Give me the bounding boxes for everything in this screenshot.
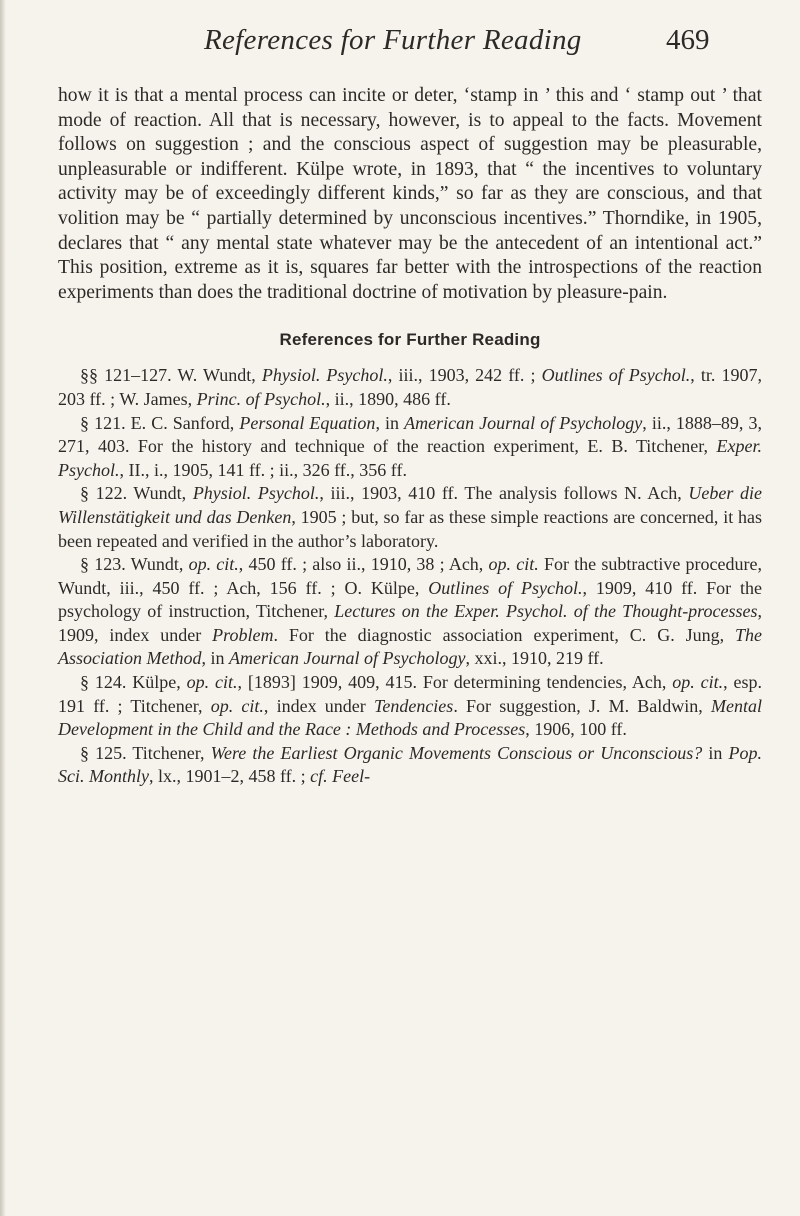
reference-text-run: § 121. E. C. Sanford, xyxy=(80,412,240,433)
reference-title-run: Outlines of Psychol. xyxy=(541,365,691,386)
reference-title-run: The Association Method xyxy=(58,624,762,669)
reference-text-run: , 450 ff. ; also ii., 1910, 38 ; Ach, xyxy=(238,554,489,575)
references-heading: References for Further Reading xyxy=(279,330,541,350)
reference-text-run: § 124. Külpe, xyxy=(80,672,187,693)
reference-title-run: op. cit. xyxy=(188,554,239,575)
reference-entry xyxy=(58,482,762,553)
page-edge xyxy=(0,0,6,1216)
reference-text-run: in xyxy=(702,742,729,763)
reference-title-run: Problem xyxy=(212,624,274,645)
reference-title-run: op. cit. xyxy=(672,672,724,693)
reference-text-run: , xxi., 1910, 219 ff. xyxy=(465,648,604,669)
reference-title-run: Tendencies xyxy=(373,695,454,716)
references-list xyxy=(58,364,762,789)
reference-title-run: Physiol. Psychol. xyxy=(192,483,320,504)
reference-text-run: , II., i., 1905, 141 ff. ; ii., 326 ff., 356 ff. xyxy=(119,459,407,480)
reference-title-run: op. cit. xyxy=(210,695,264,716)
closing-paragraph: how it is that a mental process can incite or deter, ‘stamp in ’ this and ‘ stamp out ’ that mode of reaction. All that is necessary, however, is to appeal to the facts. Movement follows on suggestion ; and the conscious aspect of suggestion may be pleasurable, unpleasurable or indifferent. Külpe wrote, in 1893, that “ the incentives to voluntary activity may be of exceedingly different kinds,” so far as they are conscious, and that volition may be “ partially determined by unconscious incentives.” Thorndike, in 1905, declares that “ any mental state whatever may be the antecedent of an intentional act.” This position, extreme as it is, squares far better with the introspections of the reaction experiments than does the traditional doctrine of motivation by pleasure-pain. xyxy=(58,85,762,303)
reference-title-run: Personal Equation xyxy=(239,412,376,433)
reference-entry xyxy=(58,671,762,742)
reference-text-run: For the subtractive procedure, Wundt, iii., 450 ff. ; Ach, 156 ff. ; O. Külpe, xyxy=(58,554,762,598)
reference-entry xyxy=(58,412,762,483)
reference-entry xyxy=(58,364,762,411)
reference-text-run: , 1905 ; but, so far as these simple reactions are concerned, it has been repeated and verified in the author’s laboratory. xyxy=(58,506,763,551)
reference-title-run: op. cit. xyxy=(186,672,238,693)
reference-text-run: § 122. Wundt, xyxy=(80,483,193,504)
reference-text-run: . For the diagnostic association experiment, C. G. Jung, xyxy=(273,624,735,645)
reference-text-run: , tr. 1907, 203 ff. ; W. James, xyxy=(58,365,762,409)
reference-title-run: Outlines of Psychol. xyxy=(428,577,583,598)
reference-title-run: Pop. Sci. Monthly xyxy=(58,742,763,787)
reference-title-run: Physiol. Psychol. xyxy=(261,365,388,386)
reference-text-run: , lx., 1901–2, 458 ff. ; xyxy=(148,766,311,787)
reference-text-run: , in xyxy=(375,412,405,433)
reference-title-run: Princ. of Psychol. xyxy=(196,388,326,409)
reference-text-run: § 125. Titchener, xyxy=(80,742,211,763)
reference-title-run: American Journal of Psychology xyxy=(229,648,466,669)
reference-entry xyxy=(58,553,762,671)
reference-title-run: Mental Development in the Child and the Race : Methods and Processes xyxy=(58,695,762,740)
reference-title-run: cf. Feel- xyxy=(310,766,371,787)
reference-text-run: , [1893] 1909, 409, 415. For determining tendencies, Ach, xyxy=(237,672,673,693)
reference-text-run: , 1909, index under xyxy=(58,601,763,645)
page-number: 469 xyxy=(666,24,710,56)
reference-title-run: op. cit. xyxy=(488,554,539,575)
reference-text-run: §§ 121–127. W. Wundt, xyxy=(80,365,262,386)
reference-title-run: Exper. Psychol. xyxy=(58,436,762,480)
running-head xyxy=(0,10,800,70)
reference-text-run: , ii., 1888–89, 3, 271, 403. For the history and technique of the reaction experiment, E. B. Titchener, xyxy=(58,412,762,457)
reference-text-run: , iii., 1903, 410 ff. The analysis follows N. Ach, xyxy=(319,483,689,504)
body-text xyxy=(58,84,762,789)
reference-text-run: , 1906, 100 ff. xyxy=(525,719,627,740)
reference-text-run: , 1909, 410 ff. For the psychology of instruction, Titchener, xyxy=(58,577,762,622)
reference-text-run: , esp. 191 ff. ; Titchener, xyxy=(58,672,763,716)
running-title: References for Further Reading xyxy=(204,24,582,56)
reference-text-run: , iii., 1903, 242 ff. ; xyxy=(387,365,542,386)
reference-text-run: , index under xyxy=(263,695,374,716)
reference-title-run: Ueber die Willenstätigkeit und das Denken xyxy=(58,483,762,527)
reference-text-run: . For suggestion, J. M. Baldwin, xyxy=(453,695,711,716)
reference-title-run: American Journal of Psychology xyxy=(404,412,643,433)
reference-title-run: Lectures on the Exper. Psychol. of the Thought-processes xyxy=(334,601,758,622)
reference-entry xyxy=(58,742,762,789)
reference-text-run: § 123. Wundt, xyxy=(80,554,189,575)
reference-text-run: , in xyxy=(201,648,229,669)
reference-text-run: , ii., 1890, 486 ff. xyxy=(325,388,451,409)
reference-title-run: Were the Earliest Organic Movements Conscious or Unconscious? xyxy=(210,742,703,763)
